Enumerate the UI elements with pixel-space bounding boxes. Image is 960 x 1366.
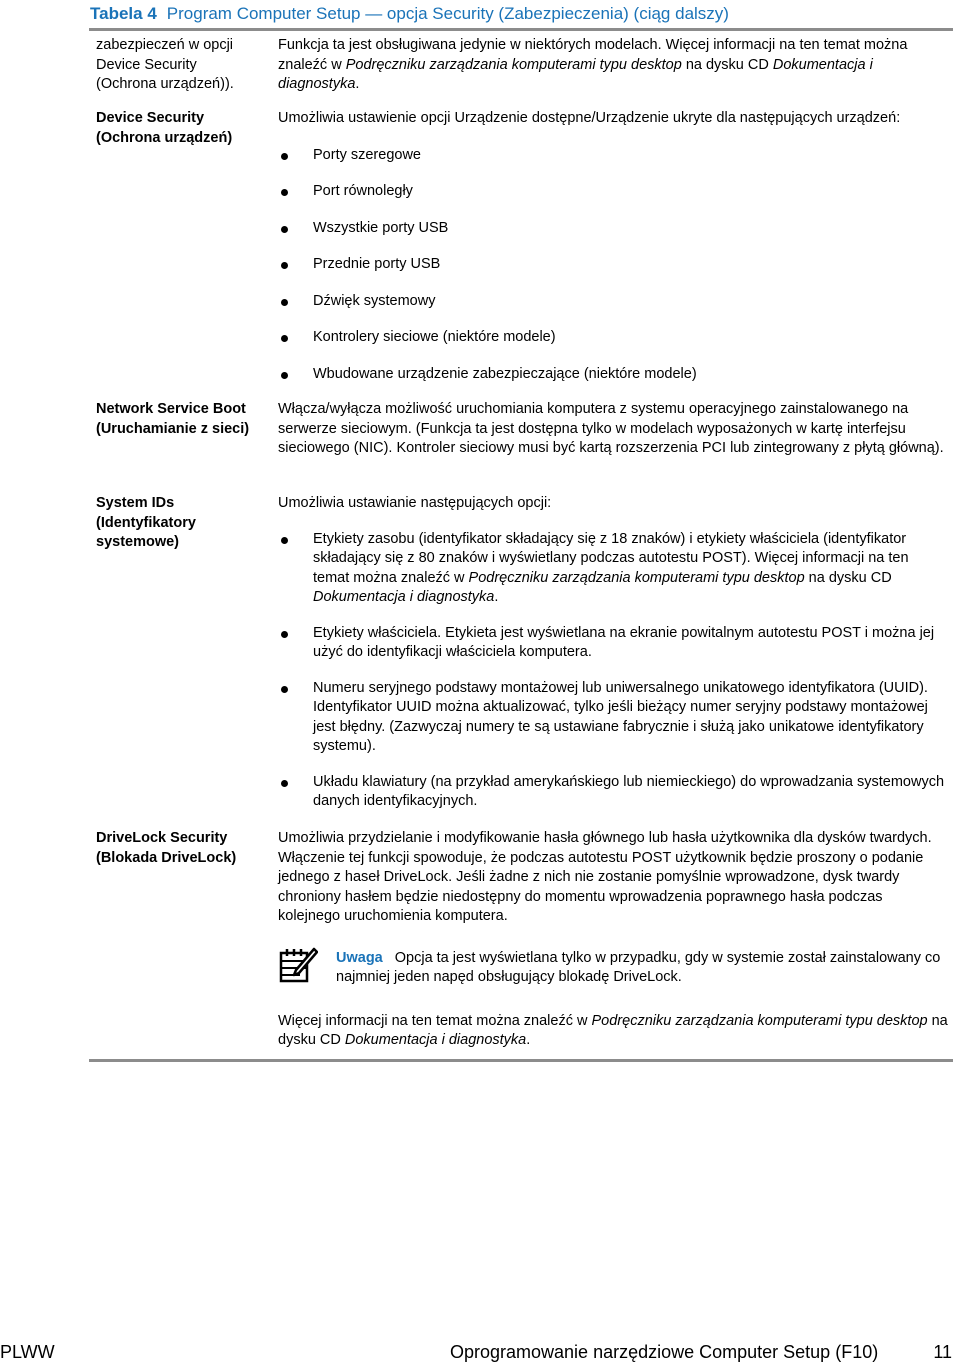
list-item: Etykiety właściciela. Etykieta jest wyświetlana na ekranie powitalnym autotestu POST i można jej użyć do identyfikacji właściciela komputera. (278, 624, 948, 663)
list-item: Porty szeregowe (278, 146, 948, 166)
list-item: Port równoległy (278, 182, 948, 202)
device-list (278, 146, 948, 385)
option-name: System IDs (Identyfikatory systemowe) (96, 495, 196, 550)
bullet-icon (281, 631, 288, 638)
note-text: Opcja ta jest wyświetlana tylko w przypadku, gdy w systemie został zainstalowany co najmniej jeden napęd obsługujący blokadę DriveLock. (336, 949, 941, 985)
option-name: DriveLock Security (Blokada DriveLock) (96, 830, 237, 866)
bullet-icon (281, 686, 288, 693)
description-text: Umożliwia przydzielanie i modyfikowanie hasła głównego lub hasła użytkownika dla dysków twardych. Włączenie tej funkcji spowoduje, że podczas autotestu POST użytkownik będzie proszony o podanie jednego z haseł DriveLock. Jeśli żadne z nich nie zostanie pomyślnie wprowadzone, dysk twardy chroniony hasłem będzie niedostępny do momentu wprowadzenia poprawnego hasła podczas kolejnego uruchomienia komputera. (278, 830, 932, 924)
more-info-text: Więcej informacji na ten temat można znaleźć w Podręczniku zarządzania komputerami typu desktop na dysku CD Dokumentacja i diagnostyka. (278, 1012, 948, 1048)
list-item: Układu klawiatury (na przykład amerykańskiego lub niemieckiego) do wprowadzania systemowych danych identyfikacyjnych. (278, 773, 948, 812)
list-item: Dźwięk systemowy (278, 292, 948, 312)
option-description: Włącza/wyłącza możliwość uruchomiania komputera z systemu operacyjnego zainstalowanego na serwerze sieciowym. (Funkcja ta jest dostępna tylko w modelach wyposażonych w kartę interfejsu sieciowego (NIC). Kontroler sieciowy musi być kartą rozszerzenia PCI lub zintegrowany z płytą główną). (278, 401, 944, 456)
page-footer (0, 1342, 960, 1366)
bullet-icon (281, 335, 288, 342)
option-description (278, 494, 948, 812)
option-name: Device Security (Ochrona urządzeń) (96, 110, 233, 146)
bullet-icon (281, 372, 288, 379)
footer-doc-code: PLWW (0, 1342, 55, 1362)
table-bottom-rule (89, 1059, 953, 1062)
option-description (278, 109, 948, 384)
bullet-icon (281, 780, 288, 787)
page-number: 11 (933, 1342, 952, 1362)
list-item: Wszystkie porty USB (278, 219, 948, 239)
description-intro: Umożliwia ustawienie opcji Urządzenie dostępne/Urządzenie ukryte dla następujących urządzeń: (278, 110, 901, 126)
note-pencil-icon (278, 945, 318, 985)
bullet-icon (281, 153, 288, 160)
list-item: Numeru seryjnego podstawy montażowej lub uniwersalnego unikatowego identyfikatora (UUID). Identyfikator UUID można aktualizować, tylko jeśli bieżący numer seryjny podstawy montażowej jest błędny. (Zazwyczaj numery te są ustawiane fabrycznie i służą jako unikatowe identyfikatory systemu). (278, 679, 948, 757)
system-id-list (278, 530, 948, 812)
description-intro: Umożliwia ustawianie następujących opcji: (278, 495, 552, 511)
list-item: Wbudowane urządzenie zabezpieczające (niektóre modele) (278, 365, 948, 385)
option-name: zabezpieczeń w opcji Device Security (Ochrona urządzeń)). (96, 37, 234, 92)
bullet-icon (281, 189, 288, 196)
bullet-icon (281, 537, 288, 544)
table-caption (90, 4, 950, 24)
list-item: Przednie porty USB (278, 255, 948, 275)
list-item: Kontrolery sieciowe (niektóre modele) (278, 328, 948, 348)
note-box (278, 949, 948, 988)
table-top-rule (89, 28, 953, 31)
option-name: Network Service Boot (Uruchamianie z sieci) (96, 401, 250, 437)
note-label: Uwaga (336, 949, 383, 966)
footer-chapter-title: Oprogramowanie narzędziowe Computer Setup (F10) (450, 1342, 879, 1362)
option-description: Funkcja ta jest obsługiwana jedynie w niektórych modelach. Więcej informacji na ten temat można znaleźć w Podręczniku zarządzania komputerami typu desktop na dysku CD Dokumentacja i diagnostyka. (278, 37, 908, 92)
table-caption-label: Tabela 4 (90, 4, 157, 23)
table-caption-text: Program Computer Setup — opcja Security (Zabezpieczenia) (ciąg dalszy) (166, 4, 729, 23)
bullet-icon (281, 299, 288, 306)
option-description (278, 829, 948, 1051)
list-item: Etykiety zasobu (identyfikator składający się z 18 znaków) i etykiety właściciela (identyfikator składający się z 80 znaków i wyświetlany podczas autotestu POST). Więcej informacji na ten temat można znaleźć w Podręczniku zarządzania komputerami typu desktop na dysku CD Dokumentacja i diagnostyka. (278, 530, 948, 608)
bullet-icon (281, 262, 288, 269)
bullet-icon (281, 226, 288, 233)
